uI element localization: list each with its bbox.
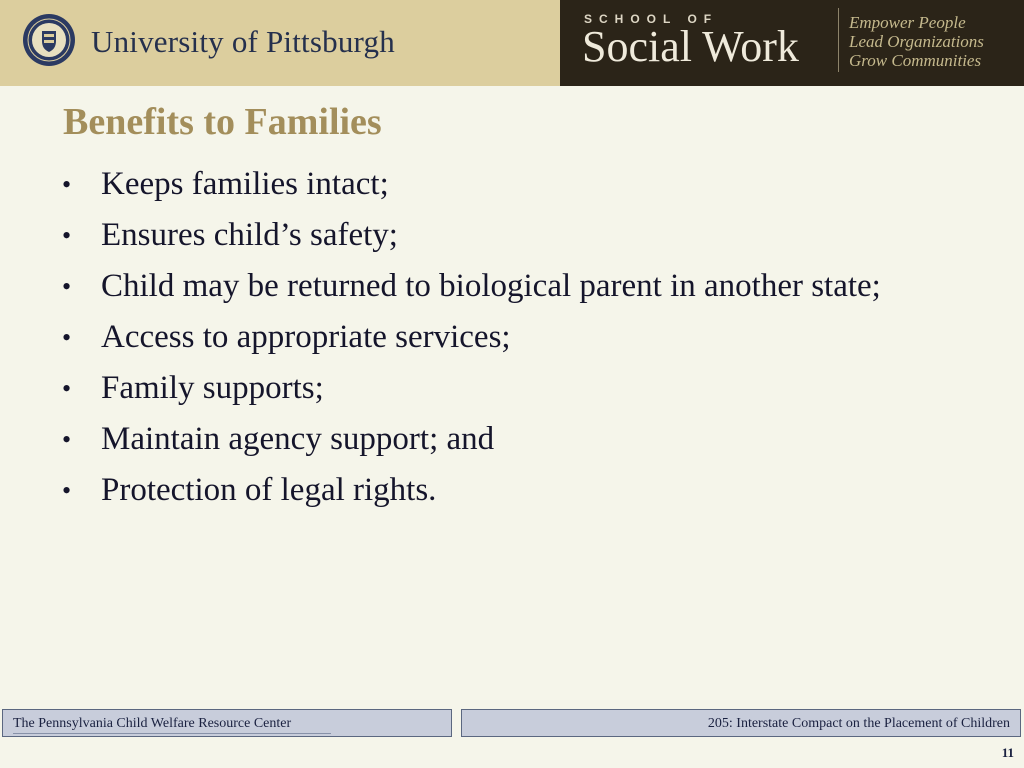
bullet-item: • Child may be returned to biological parent in another state; [62, 268, 881, 304]
bullet-text: Maintain agency support; and [101, 421, 495, 457]
bullet-text: Family supports; [101, 370, 324, 406]
bullet-item: • Protection of legal rights. [62, 472, 437, 508]
footer-right-box [461, 709, 1021, 737]
bullet-item: • Maintain agency support; and [62, 421, 495, 457]
bullet-item: • Access to appropriate services; [62, 319, 511, 355]
university-name: University of Pittsburgh [91, 24, 395, 59]
bullet-text: Ensures child’s safety; [101, 217, 398, 253]
footer-left-box [2, 709, 452, 737]
tagline-2: Lead Organizations [849, 32, 984, 51]
bullet-text: Protection of legal rights. [101, 472, 437, 508]
school-banner [560, 0, 1024, 86]
tagline-1: Empower People [849, 13, 966, 32]
footer-underline [13, 733, 331, 734]
footer-organization: The Pennsylvania Child Welfare Resource Center [13, 716, 292, 731]
bullet-item: • Ensures child’s safety; [62, 217, 398, 253]
bullet-list [60, 164, 980, 521]
footer-course-title: 205: Interstate Compact on the Placement of Children [707, 716, 1010, 731]
slide-header [0, 0, 1024, 86]
taglines [849, 13, 984, 70]
school-of-label: SCHOOL OF [584, 12, 719, 26]
bullet-text: Access to appropriate services; [101, 319, 511, 355]
university-seal-icon [22, 13, 76, 67]
page-number: 11 [1001, 745, 1014, 760]
bullet-text: Keeps families intact; [101, 166, 389, 202]
school-name: Social Work [582, 22, 799, 71]
slide-title: Benefits to Families [63, 101, 382, 143]
bullet-item: • Keeps families intact; [62, 166, 389, 202]
bullet-item: • Family supports; [62, 370, 324, 406]
banner-divider [838, 8, 839, 72]
bullet-text: Child may be returned to biological parent in another state; [101, 268, 881, 304]
tagline-3: Grow Communities [849, 51, 982, 70]
university-banner [0, 0, 560, 86]
